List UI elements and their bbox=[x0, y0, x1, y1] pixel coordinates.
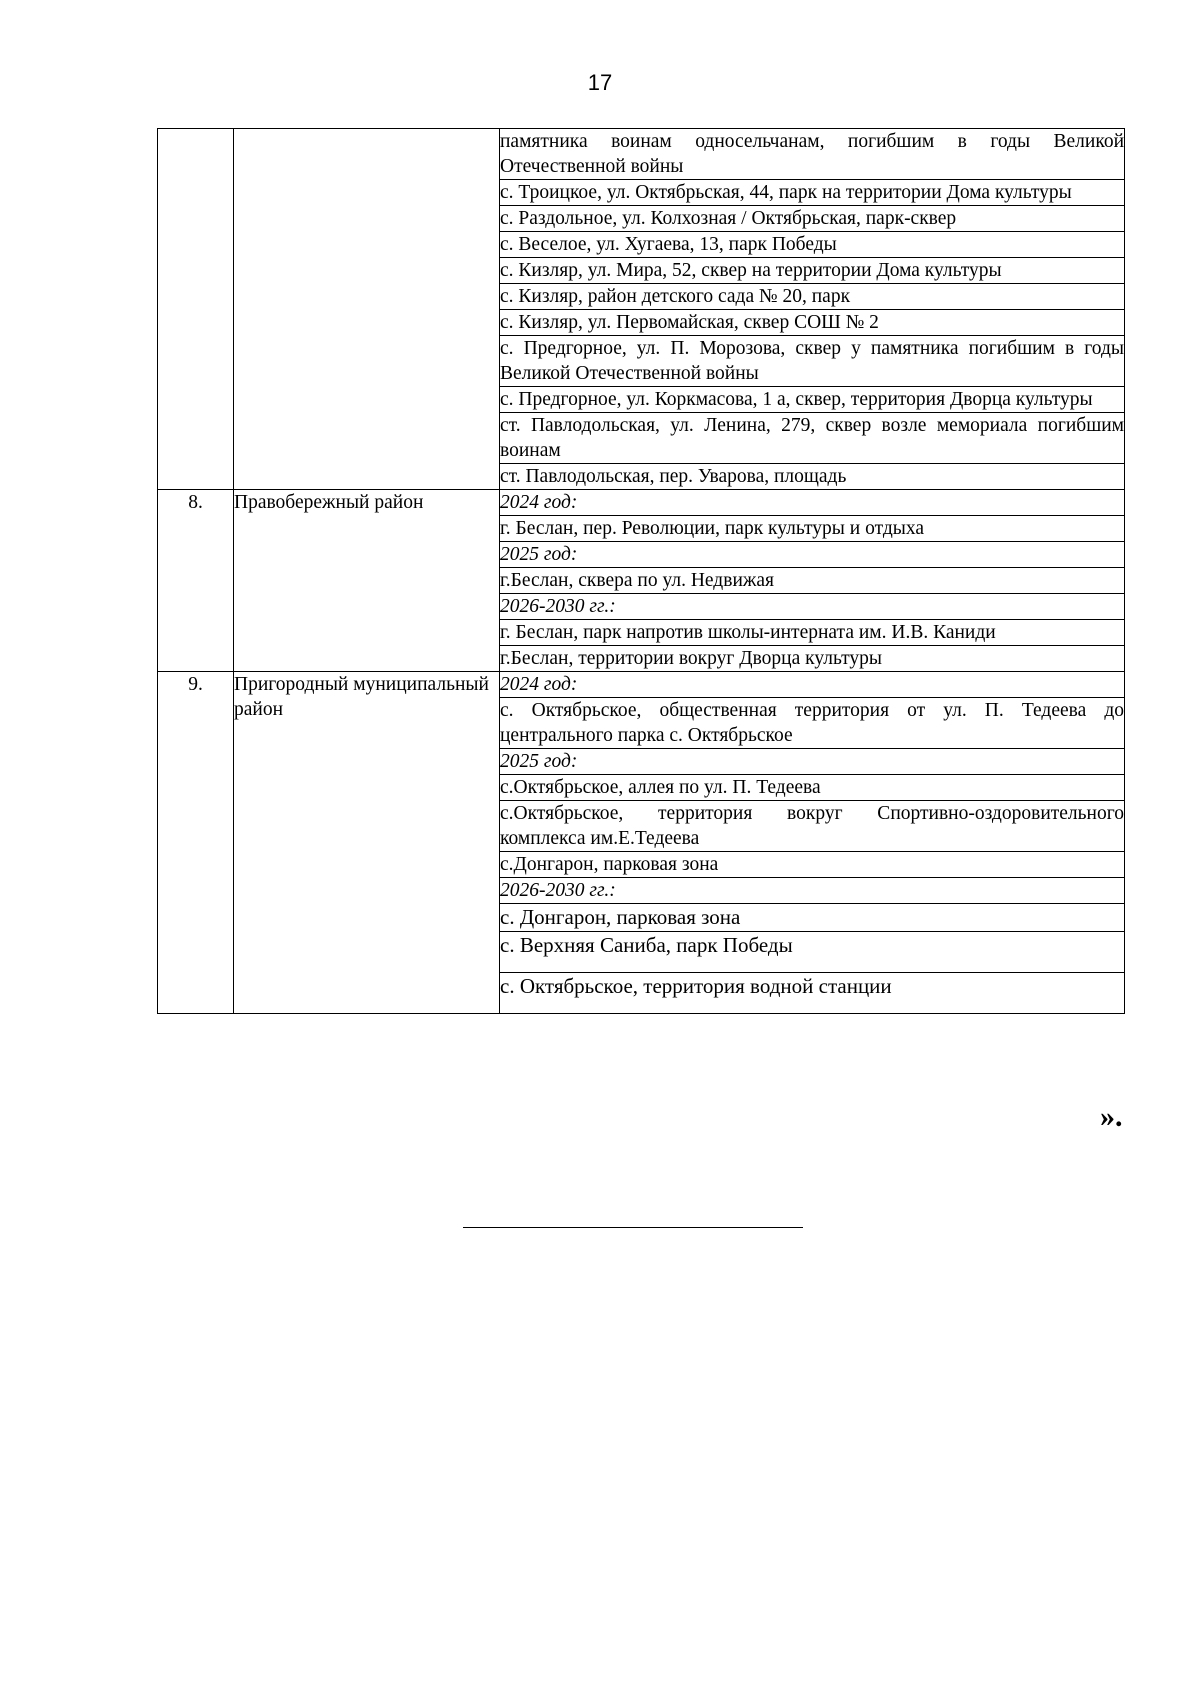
row-number-cell: 8. bbox=[158, 490, 234, 672]
territory-cell: с. Предгорное, ул. П. Морозова, сквер у памятника погибшим в годы Великой Отечественной войны bbox=[500, 336, 1125, 387]
closing-quote-mark: ». bbox=[1100, 1100, 1123, 1133]
territory-cell: с. Раздольное, ул. Колхозная / Октябрьская, парк-сквер bbox=[500, 206, 1125, 232]
territories-table bbox=[157, 128, 1125, 1014]
territory-cell: с. Веселое, ул. Хугаева, 13, парк Победы bbox=[500, 232, 1125, 258]
page-number: 17 bbox=[587, 70, 613, 95]
territory-cell: с. Кизляр, ул. Мира, 52, сквер на территории Дома культуры bbox=[500, 258, 1125, 284]
territory-cell: г.Беслан, территории вокруг Дворца культуры bbox=[500, 646, 1125, 672]
territory-cell: с. Верхняя Саниба, парк Победы bbox=[500, 932, 1125, 973]
row-number-cell: 9. bbox=[158, 672, 234, 1014]
table-row bbox=[158, 490, 1125, 516]
territory-cell: с. Кизляр, район детского сада № 20, парк bbox=[500, 284, 1125, 310]
territory-cell: с.Донгарон, парковая зона bbox=[500, 852, 1125, 878]
district-cell: Пригородный муниципальный район bbox=[234, 672, 500, 1014]
territory-cell: ст. Павлодольская, ул. Ленина, 279, сквер возле мемориала погибшим воинам bbox=[500, 413, 1125, 464]
year-heading-cell: 2026-2030 гг.: bbox=[500, 594, 1125, 620]
year-heading-cell: 2024 год: bbox=[500, 490, 1125, 516]
end-divider bbox=[463, 1227, 803, 1228]
year-heading-cell: 2026-2030 гг.: bbox=[500, 878, 1125, 904]
territory-cell: с. Кизляр, ул. Первомайская, сквер СОШ № 2 bbox=[500, 310, 1125, 336]
year-heading-cell: 2024 год: bbox=[500, 672, 1125, 698]
territory-cell: с. Октябрьское, территория водной станции bbox=[500, 973, 1125, 1014]
territory-cell: с.Октябрьское, аллея по ул. П. Тедеева bbox=[500, 775, 1125, 801]
territory-cell: с. Троицкое, ул. Октябрьская, 44, парк на территории Дома культуры bbox=[500, 180, 1125, 206]
territory-cell: ст. Павлодольская, пер. Уварова, площадь bbox=[500, 464, 1125, 490]
year-heading-cell: 2025 год: bbox=[500, 542, 1125, 568]
territory-cell: памятника воинам односельчанам, погибшим в годы Великой Отечественной войны bbox=[500, 129, 1125, 180]
territory-cell: г. Беслан, пер. Революции, парк культуры и отдыха bbox=[500, 516, 1125, 542]
territory-cell: с. Донгарон, парковая зона bbox=[500, 904, 1125, 932]
district-cell: Правобережный район bbox=[234, 490, 500, 672]
year-heading-cell: 2025 год: bbox=[500, 749, 1125, 775]
row-number-cell bbox=[158, 129, 234, 490]
territory-cell: с. Предгорное, ул. Коркмасова, 1 а, сквер, территория Дворца культуры bbox=[500, 387, 1125, 413]
territory-cell: г.Беслан, сквера по ул. Недвижая bbox=[500, 568, 1125, 594]
territory-cell: г. Беслан, парк напротив школы-интерната им. И.В. Каниди bbox=[500, 620, 1125, 646]
district-cell bbox=[234, 129, 500, 490]
territory-cell: с. Октябрьское, общественная территория от ул. П. Тедеева до центрального парка с. Октябрьское bbox=[500, 698, 1125, 749]
table-row bbox=[158, 129, 1125, 180]
territory-cell: с.Октябрьское, территория вокруг Спортивно-оздоровительного комплекса им.Е.Тедеева bbox=[500, 801, 1125, 852]
table-row bbox=[158, 672, 1125, 698]
